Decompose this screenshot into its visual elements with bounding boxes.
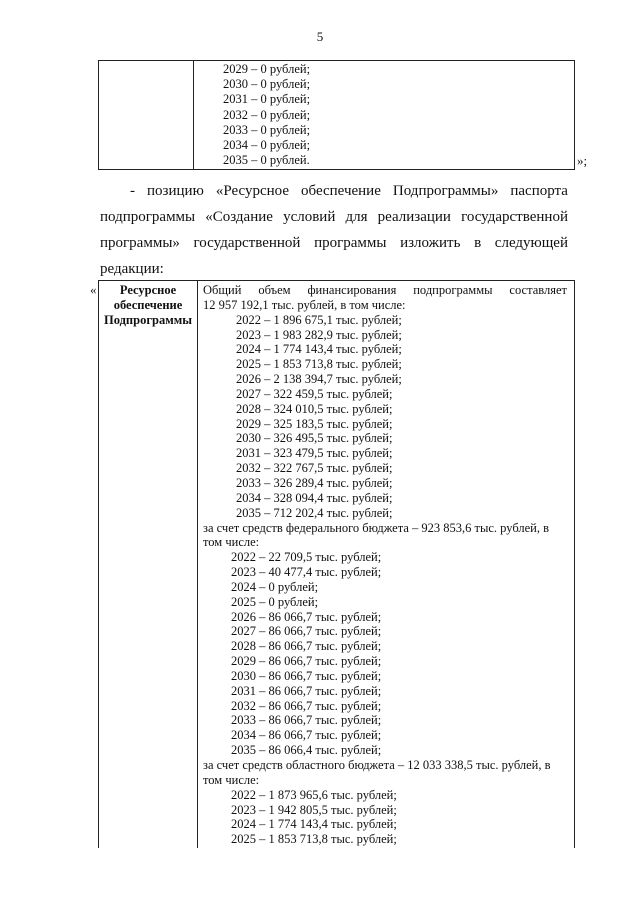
year-amount-line: 2029 – 325 183,5 тыс. рублей; [236,416,393,431]
row-header-line: обеспечение [113,298,183,312]
table-column-divider [193,61,194,169]
year-amount-line: 2029 – 0 рублей; [223,62,311,76]
year-amount-line: 2035 – 0 рублей. [223,153,310,168]
year-amount-line: 2028 – 86 066,7 тыс. рублей; [231,639,382,654]
year-amount-line: 2030 – 0 рублей; [223,77,311,92]
word: следующей [494,235,568,251]
word: «Ресурсное [215,183,289,199]
year-amount-line: 2023 – 40 477,4 тыс. рублей; [231,565,382,580]
year-amount-line: 2034 – 0 рублей; [223,138,311,153]
paragraph-line [100,178,568,204]
word: паспорта [510,183,568,199]
federal-year-list [203,550,567,758]
year-amount-line: 2030 – 86 066,7 тыс. рублей; [231,668,382,683]
row-header-line: Ресурсное [119,283,177,297]
paragraph-line [100,204,568,230]
page-number: 5 [316,29,324,44]
regional-year-list [203,788,567,847]
year-amount-line: 2032 – 0 рублей; [223,107,311,122]
total-funding-line [203,283,567,298]
total-year-list [203,313,567,521]
year-amount-line: 2031 – 0 рублей; [223,92,311,107]
word: государственной [461,209,568,225]
word: финансирования [307,283,397,297]
funding-year-list [223,62,310,168]
year-amount-line: 2022 – 22 709,5 тыс. рублей; [231,550,382,565]
year-amount-line: 2024 – 1 774 143,4 тыс. рублей; [236,342,402,357]
row-header-line: Подпрограммы [103,313,192,327]
word: объем [258,283,291,297]
year-amount-line: 2034 – 86 066,7 тыс. рублей; [231,728,382,743]
row-header-cell [99,283,197,328]
closing-quote: »; [577,153,588,168]
word: программы» [100,235,180,251]
year-amount-line: 2035 – 712 202,4 тыс. рублей; [236,505,393,520]
year-amount-line: 2035 – 86 066,4 тыс. рублей; [231,743,382,758]
word: «Создание [205,209,273,225]
word: государственной [193,235,301,251]
year-amount-line: 2026 – 2 138 394,7 тыс. рублей; [236,372,402,387]
paragraph-line [100,256,568,282]
year-amount-line: 2028 – 324 010,5 тыс. рублей; [236,401,393,416]
year-amount-line: 2022 – 1 873 965,6 тыс. рублей; [231,787,397,802]
word: в [474,235,482,251]
year-amount-line: 2033 – 0 рублей; [223,122,311,137]
word: Общий [203,283,242,297]
word: реализации [377,209,451,225]
word: подпрограммы [413,283,493,297]
year-amount-line: 2025 – 1 853 713,8 тыс. рублей; [236,357,402,372]
word: обеспечение [301,183,381,199]
total-funding-line: 12 957 192,1 тыс. рублей, в том числе: [203,297,406,312]
year-amount-line: 2029 – 86 066,7 тыс. рублей; [231,654,382,669]
opening-quote: « [90,282,97,297]
year-amount-line: 2032 – 86 066,7 тыс. рублей; [231,698,382,713]
word: программы [314,235,387,251]
word: - [130,183,135,199]
continuation-table [98,60,575,170]
word: для [345,209,368,225]
year-amount-line: 2023 – 1 983 282,9 тыс. рублей; [236,327,402,342]
year-amount-line: 2030 – 326 495,5 тыс. рублей; [236,431,393,446]
year-amount-line: 2034 – 328 094,4 тыс. рублей; [236,490,393,505]
year-amount-line: 2022 – 1 896 675,1 тыс. рублей; [236,312,402,327]
federal-funding-line: том числе: [203,535,260,550]
year-amount-line: 2024 – 1 774 143,4 тыс. рублей; [231,817,397,832]
word: условий [283,209,336,225]
word: подпрограммы [100,209,196,225]
table-column-divider [197,281,198,848]
year-amount-line: 2027 – 86 066,7 тыс. рублей; [231,624,382,639]
year-amount-line: 2031 – 323 479,5 тыс. рублей; [236,446,393,461]
year-amount-line: 2033 – 86 066,7 тыс. рублей; [231,713,382,728]
regional-funding-line: за счет средств областного бюджета – 12 033 338,5 тыс. рублей, в [203,758,551,772]
word: составляет [509,283,567,297]
year-amount-line: 2026 – 86 066,7 тыс. рублей; [231,609,382,624]
regional-funding-line: том числе: [203,772,260,787]
year-amount-line: 2032 – 322 767,5 тыс. рублей; [236,461,393,476]
year-amount-line: 2027 – 322 459,5 тыс. рублей; [236,386,393,401]
funding-details-cell [203,283,567,847]
word: изложить [400,235,461,251]
resource-provision-table [98,280,575,848]
paragraph-text: редакции: [100,261,164,277]
federal-funding-line: за счет средств федерального бюджета – 923 853,6 тыс. рублей, в [203,520,550,535]
year-amount-line: 2025 – 0 рублей; [231,594,319,609]
instruction-paragraph [100,178,568,282]
year-amount-line: 2024 – 0 рублей; [231,579,319,594]
year-amount-line: 2033 – 326 289,4 тыс. рублей; [236,475,393,490]
year-amount-line: 2031 – 86 066,7 тыс. рублей; [231,683,382,698]
year-amount-line: 2023 – 1 942 805,5 тыс. рублей; [231,802,397,817]
word: позицию [147,183,204,199]
word: Подпрограммы» [392,183,499,199]
paragraph-line [100,230,568,256]
year-amount-line: 2025 – 1 853 713,8 тыс. рублей; [231,832,397,847]
